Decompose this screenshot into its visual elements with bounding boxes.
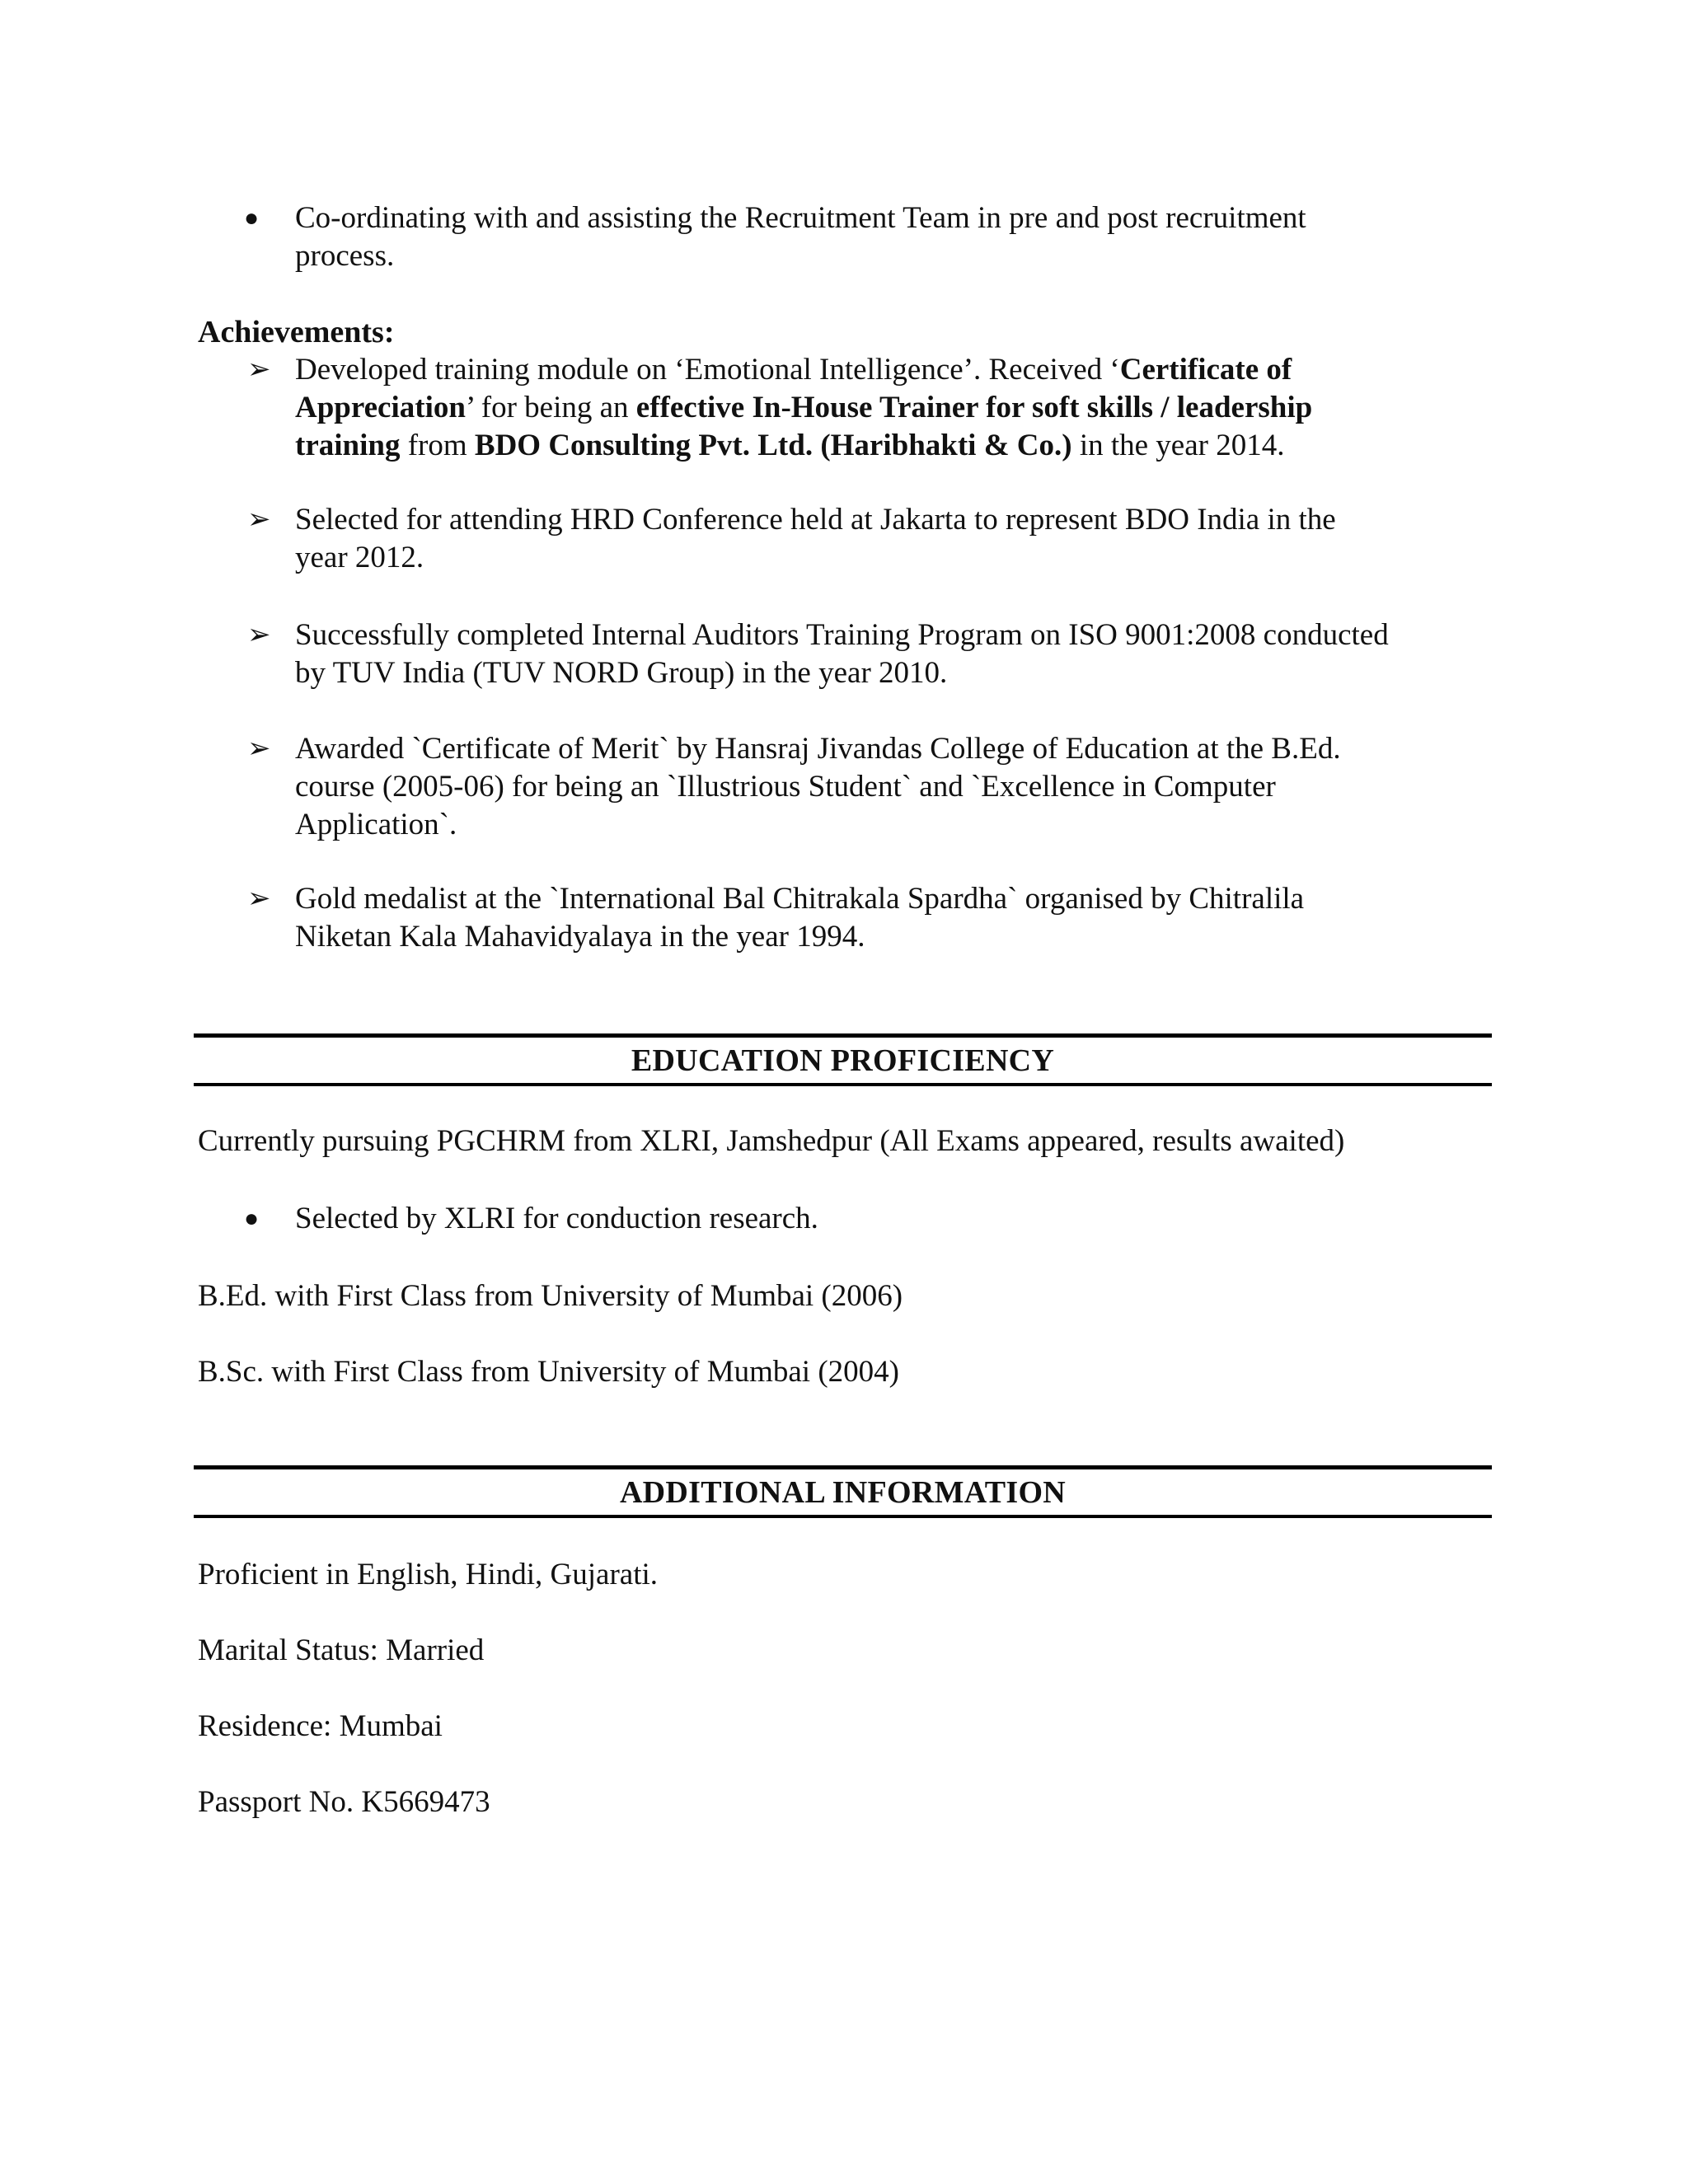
arrow-bullet-icon: ➢ — [247, 733, 271, 764]
intro-bullet-line2: process. — [295, 239, 395, 273]
additional-languages: Proficient in English, Hindi, Gujarati. — [198, 1558, 658, 1591]
additional-section-title: ADDITIONAL INFORMATION — [619, 1475, 1067, 1510]
arrow-bullet-icon: ➢ — [247, 504, 271, 535]
arrow-bullet-icon: ➢ — [247, 620, 271, 650]
additional-residence: Residence: Mumbai — [198, 1709, 443, 1743]
achievement-1-line2: Appreciation’ for being an effective In-House Trainer for soft skills / leadership — [295, 391, 1313, 424]
education-current: Currently pursuing PGCHRM from XLRI, Jamshedpur (All Exams appeared, results awaited) — [198, 1124, 1345, 1158]
achievement-5-line1: Gold medalist at the `International Bal Chitrakala Spardha` organised by Chitralila — [295, 882, 1305, 916]
bullet-dot-icon: ● — [244, 204, 260, 232]
achievement-3-line1: Successfully completed Internal Auditors Training Program on ISO 9001:2008 conducted — [295, 618, 1389, 652]
achievement-2-line1: Selected for attending HRD Conference held at Jakarta to represent BDO India in the — [295, 503, 1336, 537]
education-bed: B.Ed. with First Class from University of Mumbai (2006) — [198, 1279, 903, 1313]
section-rule-bottom — [194, 1083, 1492, 1086]
arrow-bullet-icon: ➢ — [247, 883, 271, 914]
achievement-3-line2: by TUV India (TUV NORD Group) in the year 2010. — [295, 656, 948, 690]
section-rule-bottom — [194, 1515, 1492, 1518]
section-rule-top — [194, 1033, 1492, 1038]
achievement-4-line3: Application`. — [295, 808, 457, 841]
achievement-4-line1: Awarded `Certificate of Merit` by Hansraj Jivandas College of Education at the B.Ed. — [295, 732, 1341, 766]
bullet-dot-icon: ● — [244, 1205, 260, 1232]
arrow-bullet-icon: ➢ — [247, 354, 271, 385]
education-current-bullet: Selected by XLRI for conduction research. — [295, 1202, 818, 1235]
education-section-title: EDUCATION PROFICIENCY — [631, 1043, 1055, 1078]
section-rule-top — [194, 1465, 1492, 1469]
achievements-heading: Achievements: — [198, 315, 395, 349]
education-bsc: B.Sc. with First Class from University of Mumbai (2004) — [198, 1355, 899, 1389]
additional-marital-status: Marital Status: Married — [198, 1633, 485, 1667]
achievement-4-line2: course (2005-06) for being an `Illustrious Student` and `Excellence in Computer — [295, 770, 1276, 804]
intro-bullet-line1: Co-ordinating with and assisting the Recruitment Team in pre and post recruitment — [295, 201, 1306, 235]
achievement-1-line3: training from BDO Consulting Pvt. Ltd. (Haribhakti & Co.) in the year 2014. — [295, 429, 1285, 462]
achievement-5-line2: Niketan Kala Mahavidyalaya in the year 1994. — [295, 920, 865, 954]
achievement-1-line1: Developed training module on ‘Emotional Intelligence’. Received ‘Certificate of — [295, 353, 1292, 387]
additional-passport: Passport No. K5669473 — [198, 1785, 490, 1819]
achievement-2-line2: year 2012. — [295, 541, 424, 574]
